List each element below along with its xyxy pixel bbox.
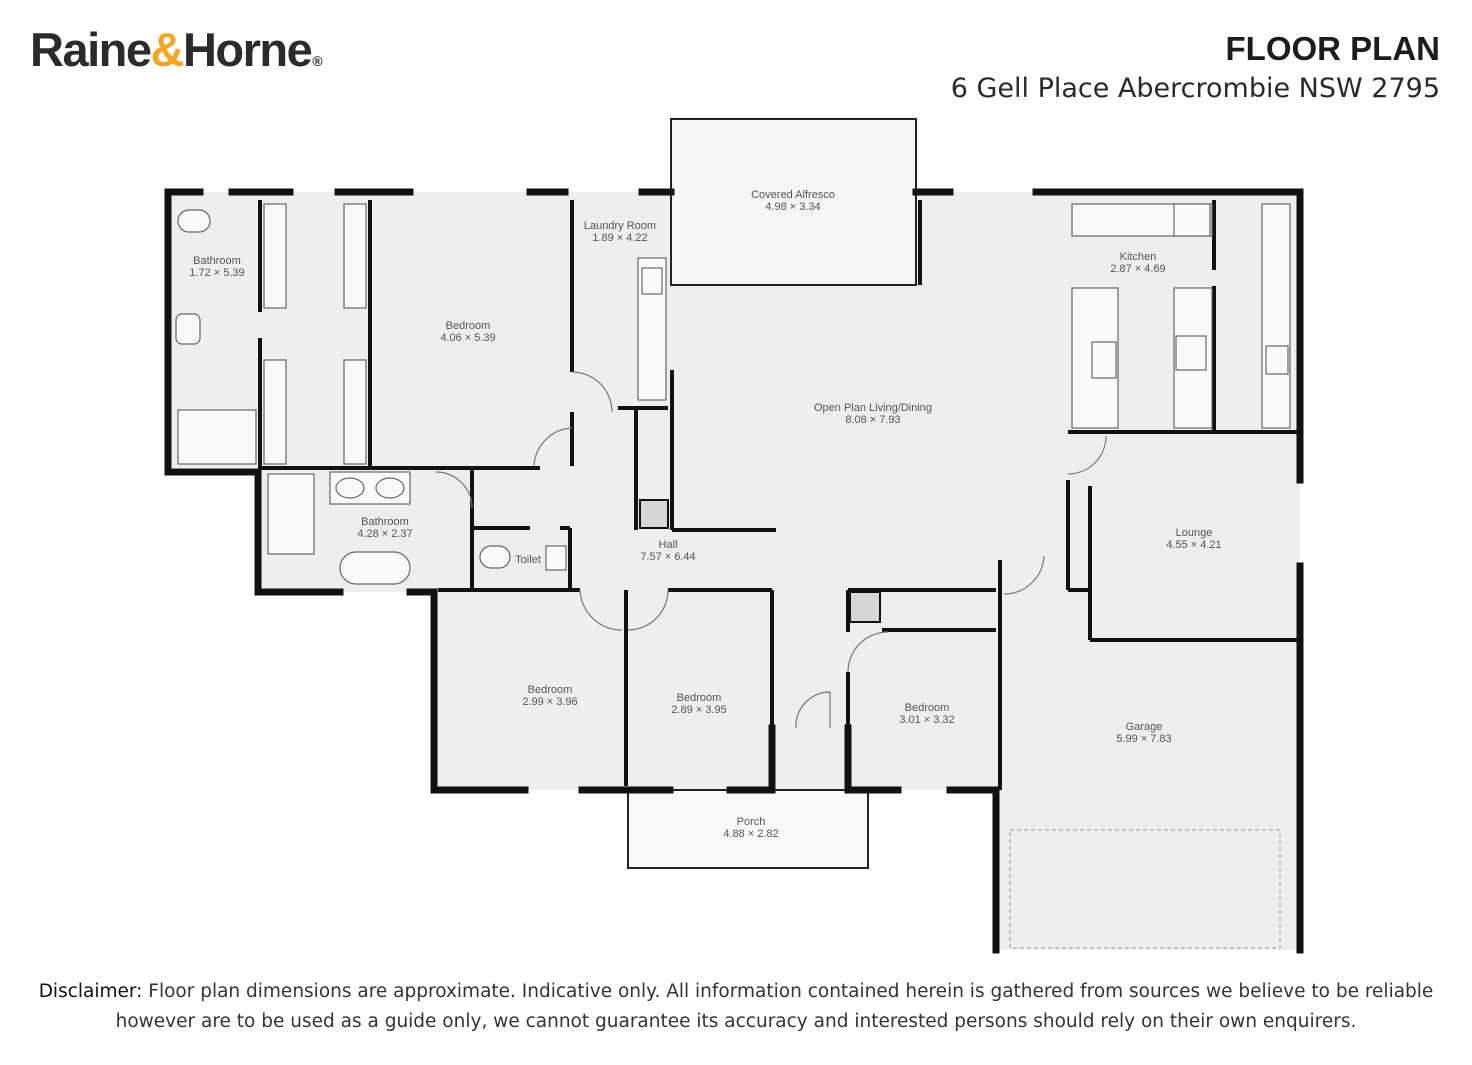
basin-icon bbox=[546, 546, 566, 570]
disclaimer-line-1 bbox=[0, 977, 1472, 1007]
wardrobe-right bbox=[344, 204, 366, 308]
toilet-icon bbox=[178, 210, 210, 232]
fridge-icon bbox=[1174, 204, 1210, 236]
brand-ampersand: & bbox=[150, 23, 183, 76]
disclaimer-label: Disclaimer: bbox=[38, 981, 143, 1002]
property-address: 6 Gell Place Abercrombie NSW 2795 bbox=[950, 73, 1440, 104]
shower-2-icon bbox=[268, 474, 314, 554]
room-name-bedroom-4: Bedroom bbox=[904, 702, 950, 714]
double-sink-right-icon bbox=[376, 478, 404, 498]
pantry-sink-icon bbox=[1266, 346, 1288, 374]
wardrobe-right-low bbox=[344, 360, 366, 464]
page-title: FLOOR PLAN bbox=[1225, 30, 1440, 67]
room-size-hall: 7.57 × 6.44 bbox=[640, 551, 696, 563]
room-name-alfresco: Covered Alfresco bbox=[751, 189, 835, 201]
laundry-sink-icon bbox=[642, 268, 662, 294]
wardrobe-left bbox=[264, 204, 286, 308]
toilet-2-icon bbox=[480, 546, 510, 568]
room-name-bedroom-main: Bedroom bbox=[445, 320, 491, 332]
room-size-living: 8.08 × 7.93 bbox=[845, 414, 901, 426]
room-size-bedroom-main: 4.06 × 5.39 bbox=[440, 332, 496, 344]
room-size-porch: 4.88 × 2.82 bbox=[723, 828, 779, 840]
room-name-living: Open Plan Living/Dining bbox=[813, 402, 933, 414]
double-sink-left-icon bbox=[336, 478, 364, 498]
disclaimer-line-2: however are to be used as a guide only, we cannot guarantee its accuracy and interested persons should rely on their own enquirers. bbox=[115, 1011, 1357, 1032]
room-size-laundry: 1.89 × 4.22 bbox=[592, 232, 648, 244]
room-name-lounge: Lounge bbox=[1175, 527, 1213, 539]
brand-name-part2: Horne bbox=[182, 23, 312, 76]
bathtub-icon bbox=[340, 552, 410, 584]
room-size-lounge: 4.55 × 4.21 bbox=[1166, 539, 1222, 551]
room-name-porch: Porch bbox=[736, 816, 766, 828]
room-name-laundry: Laundry Room bbox=[583, 220, 657, 232]
disclaimer-text-1: Floor plan dimensions are approximate. Indicative only. All information contained herein is gathered from sources we believe to be reliable bbox=[142, 981, 1434, 1002]
room-size-bedroom-4: 3.01 × 3.32 bbox=[899, 714, 955, 726]
room-size-bathroom-1: 1.72 × 5.39 bbox=[189, 267, 245, 279]
registered-mark: ® bbox=[312, 53, 323, 69]
room-size-garage: 5.99 × 7.83 bbox=[1116, 733, 1172, 745]
room-name-garage: Garage bbox=[1125, 721, 1163, 733]
pantry-icon bbox=[1262, 204, 1290, 428]
room-size-alfresco: 4.98 × 3.34 bbox=[765, 201, 821, 213]
room-size-bathroom-2: 4.28 × 2.37 bbox=[357, 528, 413, 540]
cooktop-icon bbox=[1176, 336, 1206, 370]
room-name-toilet: Toilet bbox=[515, 554, 541, 566]
shower-icon bbox=[178, 410, 256, 464]
room-name-hall: Hall bbox=[658, 539, 678, 551]
room-name-bedroom-2: Bedroom bbox=[527, 684, 573, 696]
room-size-bedroom-2: 2.99 × 3.96 bbox=[522, 696, 578, 708]
room-name-bathroom-2: Bathroom bbox=[361, 516, 409, 528]
room-name-kitchen: Kitchen bbox=[1119, 251, 1157, 263]
room-size-bedroom-3: 2.89 × 3.95 bbox=[671, 704, 727, 716]
brand-name-part1: Raine bbox=[30, 23, 151, 76]
sink-icon bbox=[176, 314, 200, 344]
room-size-kitchen: 2.87 × 4.69 bbox=[1110, 263, 1166, 275]
kitchen-double-sink-icon bbox=[1092, 342, 1116, 378]
disclaimer bbox=[0, 977, 1472, 1037]
wardrobe-left-low bbox=[264, 360, 286, 464]
room-name-bedroom-3: Bedroom bbox=[676, 692, 722, 704]
room-name-bathroom-1: Bathroom bbox=[193, 255, 241, 267]
